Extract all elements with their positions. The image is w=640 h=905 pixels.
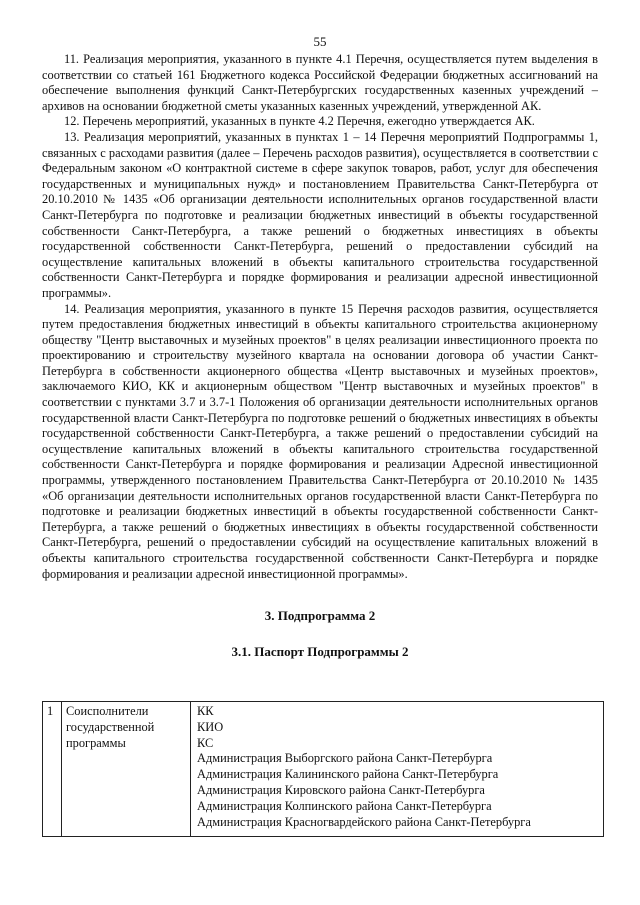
co-executor-item: Администрация Калининского района Санкт-Петербурга	[197, 767, 499, 782]
subsection-heading: 3.1. Паспорт Подпрограммы 2	[231, 644, 409, 660]
paragraph-11: 11. Реализация мероприятия, указанного в пункте 4.1 Перечня, осуществляется путем выделения в соответствии со статьей 161 Бюджетного кодекса Российской Федерации бюджетных ассигнований на обеспечение выполнения функций Санкт-Петербургских государственных казенных учреждений – архивов на основании бюджетной сметы указанных казенных учреждений, утвержденной АК.	[42, 52, 598, 113]
document-page	[42, 34, 598, 660]
row-label-cell: Соисполнители государственной программы	[62, 702, 191, 837]
co-executor-item: Администрация Кировского района Санкт-Петербурга	[197, 782, 485, 797]
row-values-cell	[191, 702, 604, 837]
co-executor-item: Администрация Красногвардейского района Санкт-Петербурга	[197, 814, 531, 829]
passport-table	[42, 701, 604, 837]
co-executor-item: КК	[197, 704, 214, 718]
table-row	[43, 702, 604, 837]
co-executor-item: КИО	[197, 719, 224, 734]
page-number: 55	[313, 34, 327, 49]
co-executor-item: КС	[197, 735, 214, 750]
paragraph-13: 13. Реализация мероприятий, указанных в пунктах 1 – 14 Перечня мероприятий Подпрограммы 1, связанных с расходами развития (далее – Перечень расходов развития), осуществляется в соответствии с Федеральным законом «О контрактной системе в сфере закупок товаров, работ, услуг для обеспечения государственных и муниципальных нужд» и постановлением Правительства Санкт-Петербурга от 20.10.2010 № 1435 «Об организации деятельности исполнительных органов государственной власти Санкт-Петербурга по подготовке и реализации бюджетных инвестиций в объекты государственной собственности Санкт-Петербурга, а также решений о бюджетных инвестициях в объекты государственной собственности Санкт-Петербурга, решений о предоставлении субсидий на осуществление капитальных вложений в объекты капитального строительства государственной собственности Санкт-Петербурга и порядке формирования и реализации адресной инвестиционной программы».	[42, 129, 598, 300]
row-number-cell: 1	[43, 702, 62, 837]
co-executor-item: Администрация Выборгского района Санкт-Петербурга	[197, 751, 493, 766]
section-heading: 3. Подпрограмма 2	[264, 608, 376, 624]
paragraph-14: 14. Реализация мероприятия, указанного в пункте 15 Перечня расходов развития, осуществляется путем предоставления бюджетных инвестиций в объекты капитального строительства акционерному обществу "Центр выставочных и музейных проектов" в целях реализации инвестиционного проекта по проектированию и строительству музейного квартала на основании договора об участии Санкт-Петербурга в собственности акционерного общества «Центр выставочных и музейных проектов», заключаемого КИО, КК и акционерным обществом "Центр выставочных и музейных проектов" в соответствии с пунктами 3.7 и 3.7-1 Положения об организации деятельности исполнительных органов государственной власти Санкт-Петербурга по подготовке решений о бюджетных инвестициях в объекты государственной собственности Санкт-Петербурга, а также решений о предоставлении субсидий на осуществление капитальных вложений в объекты капитального строительства государственной собственности Санкт-Петербурга и порядке формирования и реализации Адресной инвестиционной программы, утвержденного постановлением Правительства Санкт-Петербурга от 20.10.2010 № 1435 «Об организации деятельности исполнительных органов государственной власти Санкт-Петербурга по подготовке и реализации бюджетных инвестиций в объекты государственной собственности Санкт-Петербурга, а также решений о бюджетных инвестициях в объекты государственной собственности Санкт-Петербурга, решений о предоставлении субсидий на осуществление капитальных вложений в объекты капитального строительства государственной собственности Санкт-Петербурга и порядке формирования и реализации адресной инвестиционной программы».	[42, 301, 598, 581]
paragraph-12: 12. Перечень мероприятий, указанных в пункте 4.2 Перечня, ежегодно утверждается АК.	[64, 114, 535, 129]
co-executor-item: Администрация Колпинского района Санкт-Петербурга	[197, 798, 492, 813]
